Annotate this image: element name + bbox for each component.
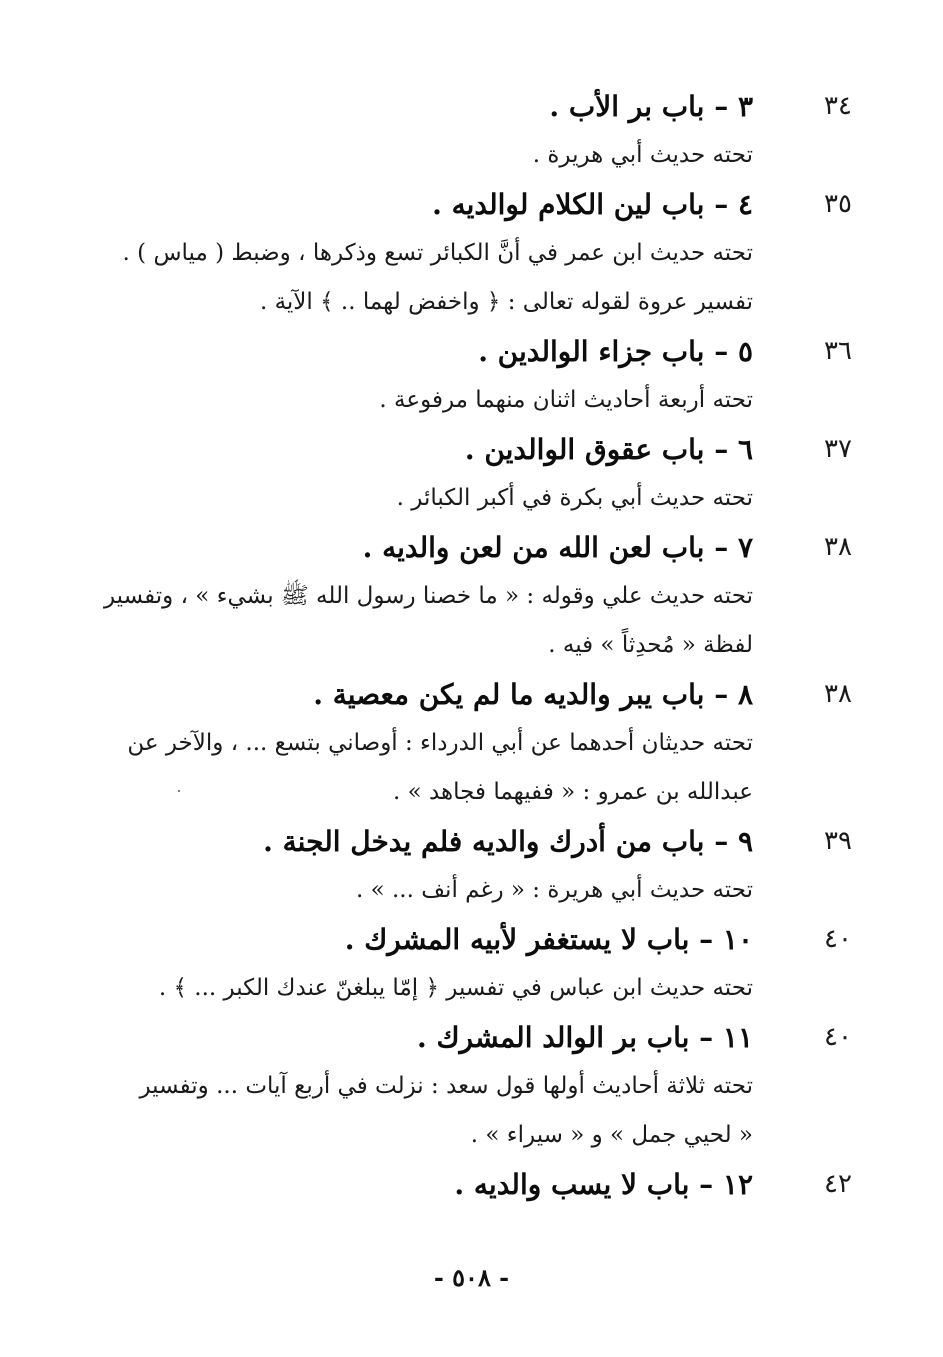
entry-description bbox=[78, 474, 868, 523]
entry-description-line: تحته أربعة أحاديث اثنان منهما مرفوعة . bbox=[379, 387, 753, 413]
entry-page-number: ٣٨ bbox=[824, 679, 852, 709]
entry-description-line: عبدالله بن عمرو : « ففيهما فجاهد » . bbox=[392, 779, 753, 805]
entry-chapter-title: ٣ – باب بر الأب . bbox=[549, 90, 753, 123]
index-entry bbox=[78, 523, 868, 670]
entry-page-number: ٤٢ bbox=[824, 1169, 852, 1199]
entry-description-line: تحته حديث أبي هريرة : « رغم أنف ... » . bbox=[355, 877, 753, 903]
entry-page-number: ٣٥ bbox=[824, 189, 852, 219]
index-entry bbox=[78, 817, 868, 915]
entry-description-line: تفسير عروة لقوله تعالى : ﴿ واخفض لهما .. ﴾ الآية . bbox=[259, 289, 753, 315]
entry-heading-row bbox=[78, 180, 868, 229]
entry-page-number: ٣٨ bbox=[824, 532, 852, 562]
index-entry bbox=[78, 1160, 868, 1209]
index-entry bbox=[78, 915, 868, 1013]
entry-page-number: ٣٦ bbox=[824, 336, 852, 366]
entry-description bbox=[78, 131, 868, 180]
entry-description-line: « لحيي جمل » و « سيراء » . bbox=[470, 1122, 753, 1148]
entry-heading-row bbox=[78, 425, 868, 474]
entry-description bbox=[78, 866, 868, 915]
entry-heading-row bbox=[78, 915, 868, 964]
index-entry bbox=[78, 327, 868, 425]
entry-chapter-title: ١١ – باب بر الوالد المشرك . bbox=[416, 1021, 753, 1054]
entry-chapter-title: ٩ – باب من أدرك والديه فلم يدخل الجنة . bbox=[263, 825, 753, 858]
entry-description bbox=[78, 376, 868, 425]
entry-page-number: ٣٩ bbox=[824, 826, 852, 856]
entry-description bbox=[78, 964, 868, 1013]
entry-description-line: تحته حديث ابن عمر في أنَّ الكبائر تسع وذكرها ، وضبط ( مياس ) . bbox=[122, 240, 753, 266]
entry-heading-row bbox=[78, 327, 868, 376]
entry-page-number: ٤٠ bbox=[824, 1022, 852, 1052]
print-speck bbox=[178, 790, 180, 792]
entry-chapter-title: ٧ – باب لعن الله من لعن والديه . bbox=[362, 531, 753, 564]
entry-description-line: تحته حديث علي وقوله : « ما خصنا رسول الله ﷺ بشيء » ، وتفسير bbox=[103, 583, 753, 609]
page-footer-number: - ٥٠٨ - bbox=[433, 1263, 510, 1292]
index-entry bbox=[78, 1013, 868, 1160]
entry-description-line: تحته ثلاثة أحاديث أولها قول سعد : نزلت في أربع آيات ... وتفسير bbox=[139, 1073, 753, 1099]
entry-heading-row bbox=[78, 670, 868, 719]
entry-heading-row bbox=[78, 1013, 868, 1062]
entry-heading-row bbox=[78, 523, 868, 572]
index-entry bbox=[78, 180, 868, 327]
entry-description-line: تحته حديث أبي هريرة . bbox=[532, 142, 753, 168]
entry-heading-row bbox=[78, 817, 868, 866]
index-entry bbox=[78, 82, 868, 180]
entry-chapter-title: ١٠ – باب لا يستغفر لأبيه المشرك . bbox=[344, 923, 753, 956]
entry-description-line: تحته حديث أبي بكرة في أكبر الكبائر . bbox=[396, 485, 753, 511]
entry-heading-row bbox=[78, 1160, 868, 1209]
entry-page-number: ٣٧ bbox=[824, 434, 852, 464]
entry-chapter-title: ١٢ – باب لا يسب والديه . bbox=[454, 1168, 753, 1201]
entry-description-line: تحته حديث ابن عباس في تفسير ﴿ إمّا يبلغنّ عندك الكبر ... ﴾ . bbox=[158, 975, 753, 1001]
entry-chapter-title: ٨ – باب يبر والديه ما لم يكن معصية . bbox=[313, 678, 753, 711]
entry-description bbox=[78, 719, 868, 817]
entry-page-number: ٤٠ bbox=[824, 924, 852, 954]
index-entry bbox=[78, 425, 868, 523]
entry-chapter-title: ٦ – باب عقوق الوالدين . bbox=[464, 433, 753, 466]
index-entry bbox=[78, 670, 868, 817]
entry-chapter-title: ٥ – باب جزاء الوالدين . bbox=[478, 335, 753, 368]
entry-description-line: تحته حديثان أحدهما عن أبي الدرداء : أوصاني بتسع ... ، والآخر عن bbox=[127, 730, 753, 756]
entry-page-number: ٣٤ bbox=[824, 91, 852, 121]
entry-description bbox=[78, 229, 868, 327]
entry-description-line: لفظة « مُحدِثاً » فيه . bbox=[548, 632, 753, 658]
index-entries bbox=[78, 82, 868, 1209]
entry-description bbox=[78, 1062, 868, 1160]
entry-heading-row bbox=[78, 82, 868, 131]
entry-chapter-title: ٤ – باب لين الكلام لوالديه . bbox=[432, 188, 753, 221]
entry-description bbox=[78, 572, 868, 670]
